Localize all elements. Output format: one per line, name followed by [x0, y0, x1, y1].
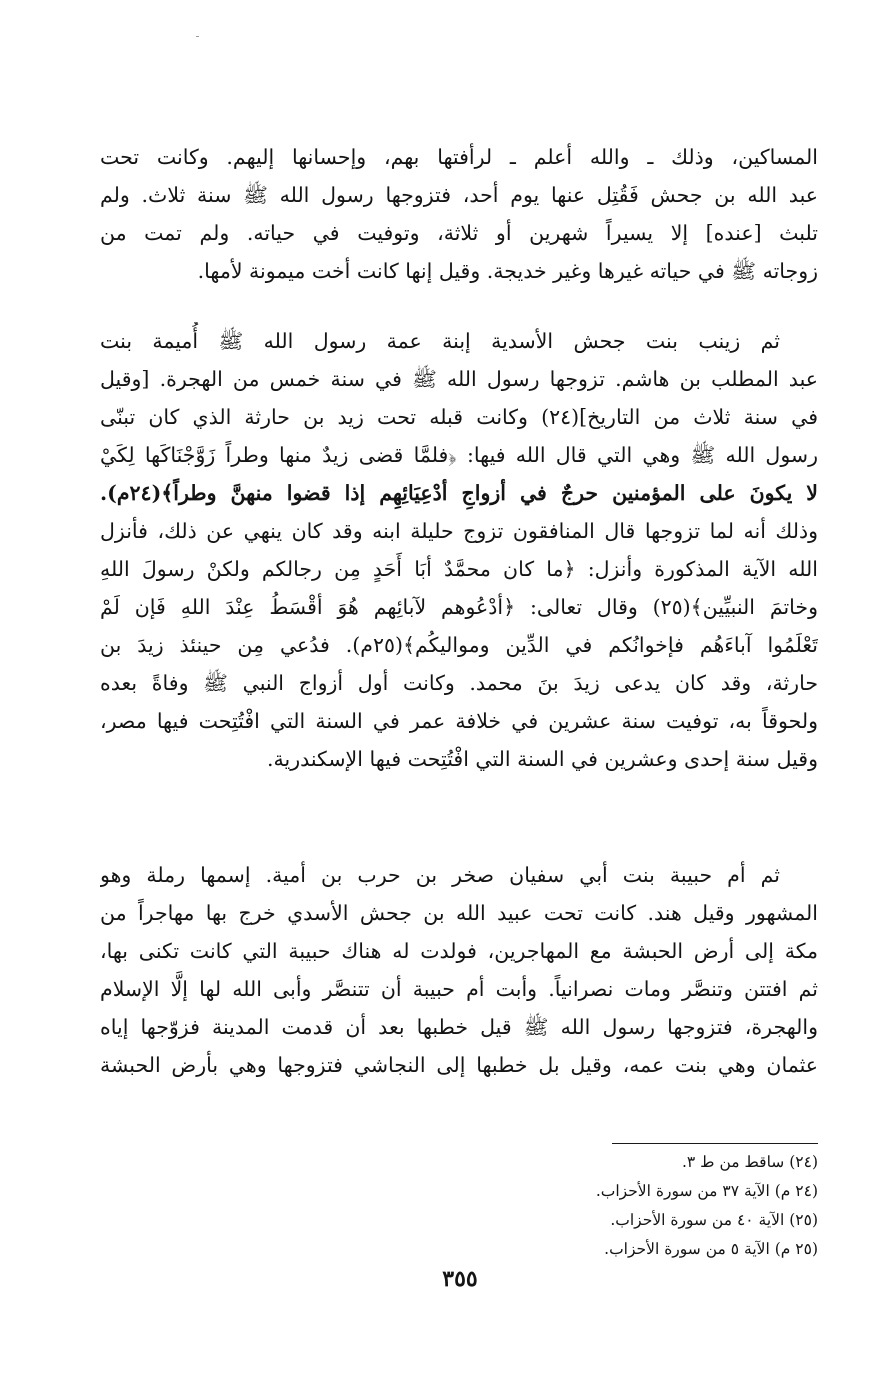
footnotes — [400, 1148, 818, 1264]
text-line: زوجاته ﷺ في حياته غيرها وغير خديجة. وقيل إنها كانت أخت ميمونة لأمها. — [197, 259, 818, 283]
text-line: ثم زينب بنت جحش الأسدية إبنة عمة رسول الله ﷺ أُميمة بنت — [100, 329, 780, 353]
footnote: (٢٤ م) الآية ٣٧ من سورة الأحزاب. — [595, 1182, 818, 1200]
text-line: الله الآية المذكورة وأنزل: ﴿ما كان محمَّدٌ أبَا أَحَدٍ مِن رجالكم ولكنْ رسولَ اللهِ — [100, 557, 818, 581]
text-line: والهجرة، فتزوجها رسول الله ﷺ قيل خطبها بعد أن قدمت المدينة فزوّجها إياه — [100, 1015, 818, 1039]
footnote: (٢٤) ساقط من ط ٣. — [681, 1153, 818, 1171]
text-line: المشهور وقيل هند. كانت تحت عبيد الله بن جحش الأسدي خرج بها مهاجراً من — [100, 901, 818, 925]
text-line: ثم أم حبيبة بنت أبي سفيان صخر بن حرب بن أمية. إسمها رملة وهو — [100, 863, 780, 887]
footnote: (٢٥) الآية ٤٠ من سورة الأحزاب. — [610, 1211, 818, 1229]
text-line: وذلك أنه لما تزوجها قال المنافقون تزوج حليلة ابنه وقد كان ينهي عن ذلك، فأنزل — [100, 519, 818, 543]
text-line: رسول الله ﷺ وهي التي قال الله فيها: ﴿فلمَّا قضى زيدٌ منها وطراً زَوَّجْنَاكَها لِكَيْ — [100, 443, 818, 467]
text-line: عبد المطلب بن هاشم. تزوجها رسول الله ﷺ في سنة خمس من الهجرة. [وقيل — [100, 367, 818, 391]
text-line: وقيل سنة إحدى وعشرين في السنة التي افْتُتِحت فيها الإسكندرية. — [267, 747, 818, 771]
text-line: ولحوقاً به، توفيت سنة عشرين في خلافة عمر في السنة التي افْتُتِحت فيها مصر، — [100, 709, 818, 733]
text-line: المساكين، وذلك ـ والله أعلم ـ لرأفتها بهم، وإحسانها إليهم. وكانت تحت — [100, 145, 818, 169]
page-number: ٣٥٥ — [442, 1266, 478, 1292]
text-line: تَعْلَمُوا آباءَهُم فإخوانُكم في الدِّين ومواليكُم﴾(٢٥م). فدُعي مِن حينئذ زيدَ بن — [100, 633, 818, 657]
text-line: عبد الله بن جحش فَقُتِل عنها يوم أحد، فتزوجها رسول الله ﷺ سنة ثلاث. ولم — [100, 183, 818, 207]
text-line: تلبث [عنده] إلا يسيراً شهرين أو ثلاثة، وتوفيت في حياته. ولم تمت من — [100, 221, 818, 245]
text-line: مكة إلى أرض الحبشة مع المهاجرين، فولدت له هناك حبيبة التي كانت تكنى بها، — [100, 939, 818, 963]
paragraph-maskin — [100, 138, 818, 290]
paragraph-umm-habiba — [100, 856, 818, 1084]
text-line: عثمان وهي بنت عمه، وقيل بل خطبها إلى النجاشي فتزوجها وهي بأرض الحبشة — [100, 1053, 818, 1077]
text-line: وخاتمَ النبيِّين﴾(٢٥) وقال تعالى: ﴿أدْعُوهم لآبائِهم هُوَ أقْسَطُ عِنْدَ اللهِ فَإن لَمْ — [100, 595, 818, 619]
text-line: حارثة، وقد كان يدعى زيدَ بنَ محمد. وكانت أول أزواج النبي ﷺ وفاةً بعده — [100, 671, 818, 695]
text-line: لا يكونَ على المؤمنين حرجٌ في أزواجِ أدْعِيَائِهِم إذا قضوا منهنَّ وطراً﴾(٢٤م). — [100, 481, 818, 505]
scan-speck — [196, 36, 199, 37]
text-line: في سنة ثلاث من التاريخ](٢٤) وكانت قبله تحت زيد بن حارثة الذي كان تبنّى — [100, 405, 818, 429]
footnote: (٢٥ م) الآية ٥ من سورة الأحزاب. — [604, 1240, 818, 1258]
footnote-divider — [612, 1143, 818, 1144]
paragraph-zaynab — [100, 322, 818, 778]
text-line: ثم افتتن وتنصَّر ومات نصرانياً. وأبت أم حبيبة أن تتنصَّر وأبى الله لها إلَّا الإسلام — [100, 977, 818, 1001]
